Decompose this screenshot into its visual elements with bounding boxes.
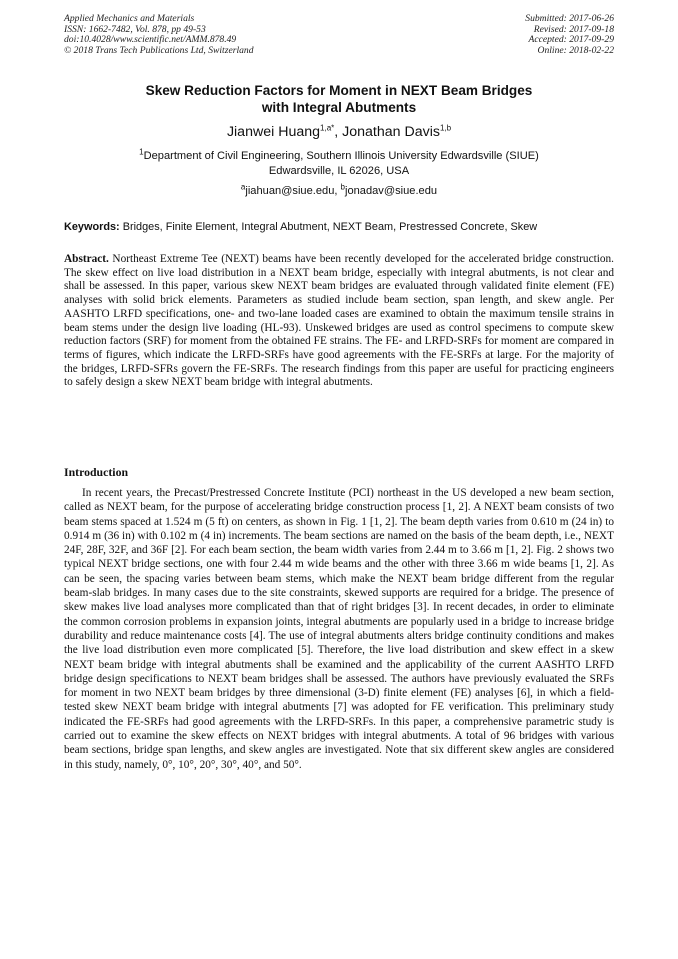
author-list — [60, 123, 618, 141]
author-affiliation-mark: 1,a* — [320, 123, 335, 133]
affiliation-department: Department of Civil Engineering, Southern Illinois University Edwardsville (SIUE) — [143, 150, 539, 162]
email-mark: b — [340, 182, 345, 192]
paper-title-line-1: Skew Reduction Factors for Moment in NEXT Beam Bridges — [145, 83, 533, 98]
email-link[interactable]: jiahuan@siue.edu — [245, 185, 335, 197]
author-affiliation-mark: 1,b — [439, 123, 452, 133]
keywords — [64, 220, 616, 235]
paper-title-line-2: with Integral Abutments — [261, 100, 417, 115]
journal-copyright: © 2018 Trans Tech Publications Ltd, Switzerland — [64, 44, 254, 56]
abstract-text: Northeast Extreme Tee (NEXT) beams have been recently developed for the accelerated bridge construction. The skew effect on live load distribution in a NEXT beam bridge, especially with integral abutments, is not clear and shall be assessed. In this paper, various skew NEXT beam bridges are evaluated through validated finite element (FE) analyses with solid brick elements. Parameters as studied include beam section, span length, and skew angle. Per AASHTO LRFD specifications, one- and two-lane loaded cases are examined to obtain the maximum tensile strains in beam stems under the design live loading (HL-93). Unskewed bridges are used as control specimens to compute skew reduction factors (SRF) for moment from the obtained FE strains. The FE- and LRFD-SRFs for moment are compared in terms of figures, which indicate the LRFD-SRFs have good agreements with the FE-SRFs at large. For the majority of the bridges, LRFD-SFRs govern the FE-SRFs. The research findings from this paper are useful for practicing engineers to safely design a skew NEXT beam bridge with integral abutments. — [64, 253, 614, 389]
introduction-paragraph: In recent years, the Precast/Prestressed Concrete Institute (PCI) northeast in the US developed a new beam section, called as NEXT beam, for the purpose of accelerating bridge construction process [1, 2]. A NEXT beam consists of two beam stems spaced at 1.524 m (5 ft) on centers, as shown in Fig. 1 [1, 2]. The beam depth varies from 0.610 m (24 in) to 0.914 m (36 in) with 0.102 m (4 in) increments. The beam sections are named on the basis of the beam depth, i.e., NEXT 24F, 28F, 32F, and 36F [2]. For each beam section, the beam width varies from 2.44 m to 3.66 m [1, 2]. Fig. 2 shows two typical NEXT bridge sections, one with four 2.44 m wide beams and the other with three 3.66 m wide beams [1, 2]. As can be seen, the spacing varies between beam stems, which make the NEXT beam bridge different from the regular beam-slab bridges. In many cases due to the site constraints, skewed supports are required for a bridge. The presence of skew makes live load analyses more complicated than that of right bridges [3]. In recent decades, in order to eliminate the common corrosion problems in expansion joints, integral abutments are popularly used in a bridge to increase bridge durability and reduce maintenance costs [4]. The use of integral abutments alters bridge continuity conditions and makes the live load distribution even more complicated [5]. Therefore, the live load distribution and skew effect in a skew NEXT beam bridge with integral abutments shall be examined and the applicability of the current AASHTO LRFD bridge design specifications to NEXT beam bridges shall be assessed. The authors have previously evaluated the SRFs for moment in two NEXT beam bridges by three dimensional (3-D) finite element (FE) analyses [6], in which a field-tested skew NEXT beam bridge with integral abutments [7] was adopted for FE verification. This preliminary study indicated the FE-SRFs had good agreements with the LRFD-SRFs. In this paper, a comprehensive parametric study is carried out to examine the skew effects on NEXT bridges with integral abutments. A total of 96 bridges with various beam sections, bridge span lengths, and skew angles are investigated. Note that six different skew angles are considered in this study, namely, 0°, 10°, 20°, 30°, 40°, and 50°. — [64, 487, 614, 771]
email-link[interactable]: jonadav@siue.edu — [344, 185, 438, 197]
email-separator: , — [334, 185, 341, 197]
date-revised: Revised: 2017-09-18 — [533, 23, 614, 35]
keywords-label: Keywords: — [64, 221, 120, 233]
abstract — [64, 253, 614, 390]
journal-header-left — [64, 14, 254, 56]
affiliation-line-1 — [60, 149, 618, 164]
affiliation-line-2: Edwardsville, IL 62026, USA — [268, 165, 410, 177]
author-name: Jianwei Huang — [226, 124, 321, 140]
affiliation — [60, 149, 618, 179]
date-submitted: Submitted: 2017-06-26 — [525, 13, 614, 24]
journal-doi: doi:10.4028/www.scientific.net/AMM.878.49 — [64, 34, 237, 45]
paper-title — [60, 82, 618, 116]
affiliation-mark: 1 — [139, 147, 144, 157]
author-name: Jonathan Davis — [342, 124, 440, 140]
author-emails — [60, 184, 618, 199]
date-accepted: Accepted: 2017-09-29 — [528, 34, 614, 45]
email-mark: a — [240, 182, 246, 192]
journal-name: Applied Mechanics and Materials — [64, 13, 195, 24]
journal-header-right — [525, 14, 614, 56]
section-heading-introduction: Introduction — [64, 465, 129, 479]
author-separator: , — [334, 124, 343, 140]
abstract-label: Abstract. — [64, 253, 109, 265]
journal-issn: ISSN: 1662-7482, Vol. 878, pp 49-53 — [64, 23, 206, 35]
date-online: Online: 2018-02-22 — [537, 44, 614, 56]
keywords-text: Bridges, Finite Element, Integral Abutment, NEXT Beam, Prestressed Concrete, Skew — [119, 221, 538, 233]
